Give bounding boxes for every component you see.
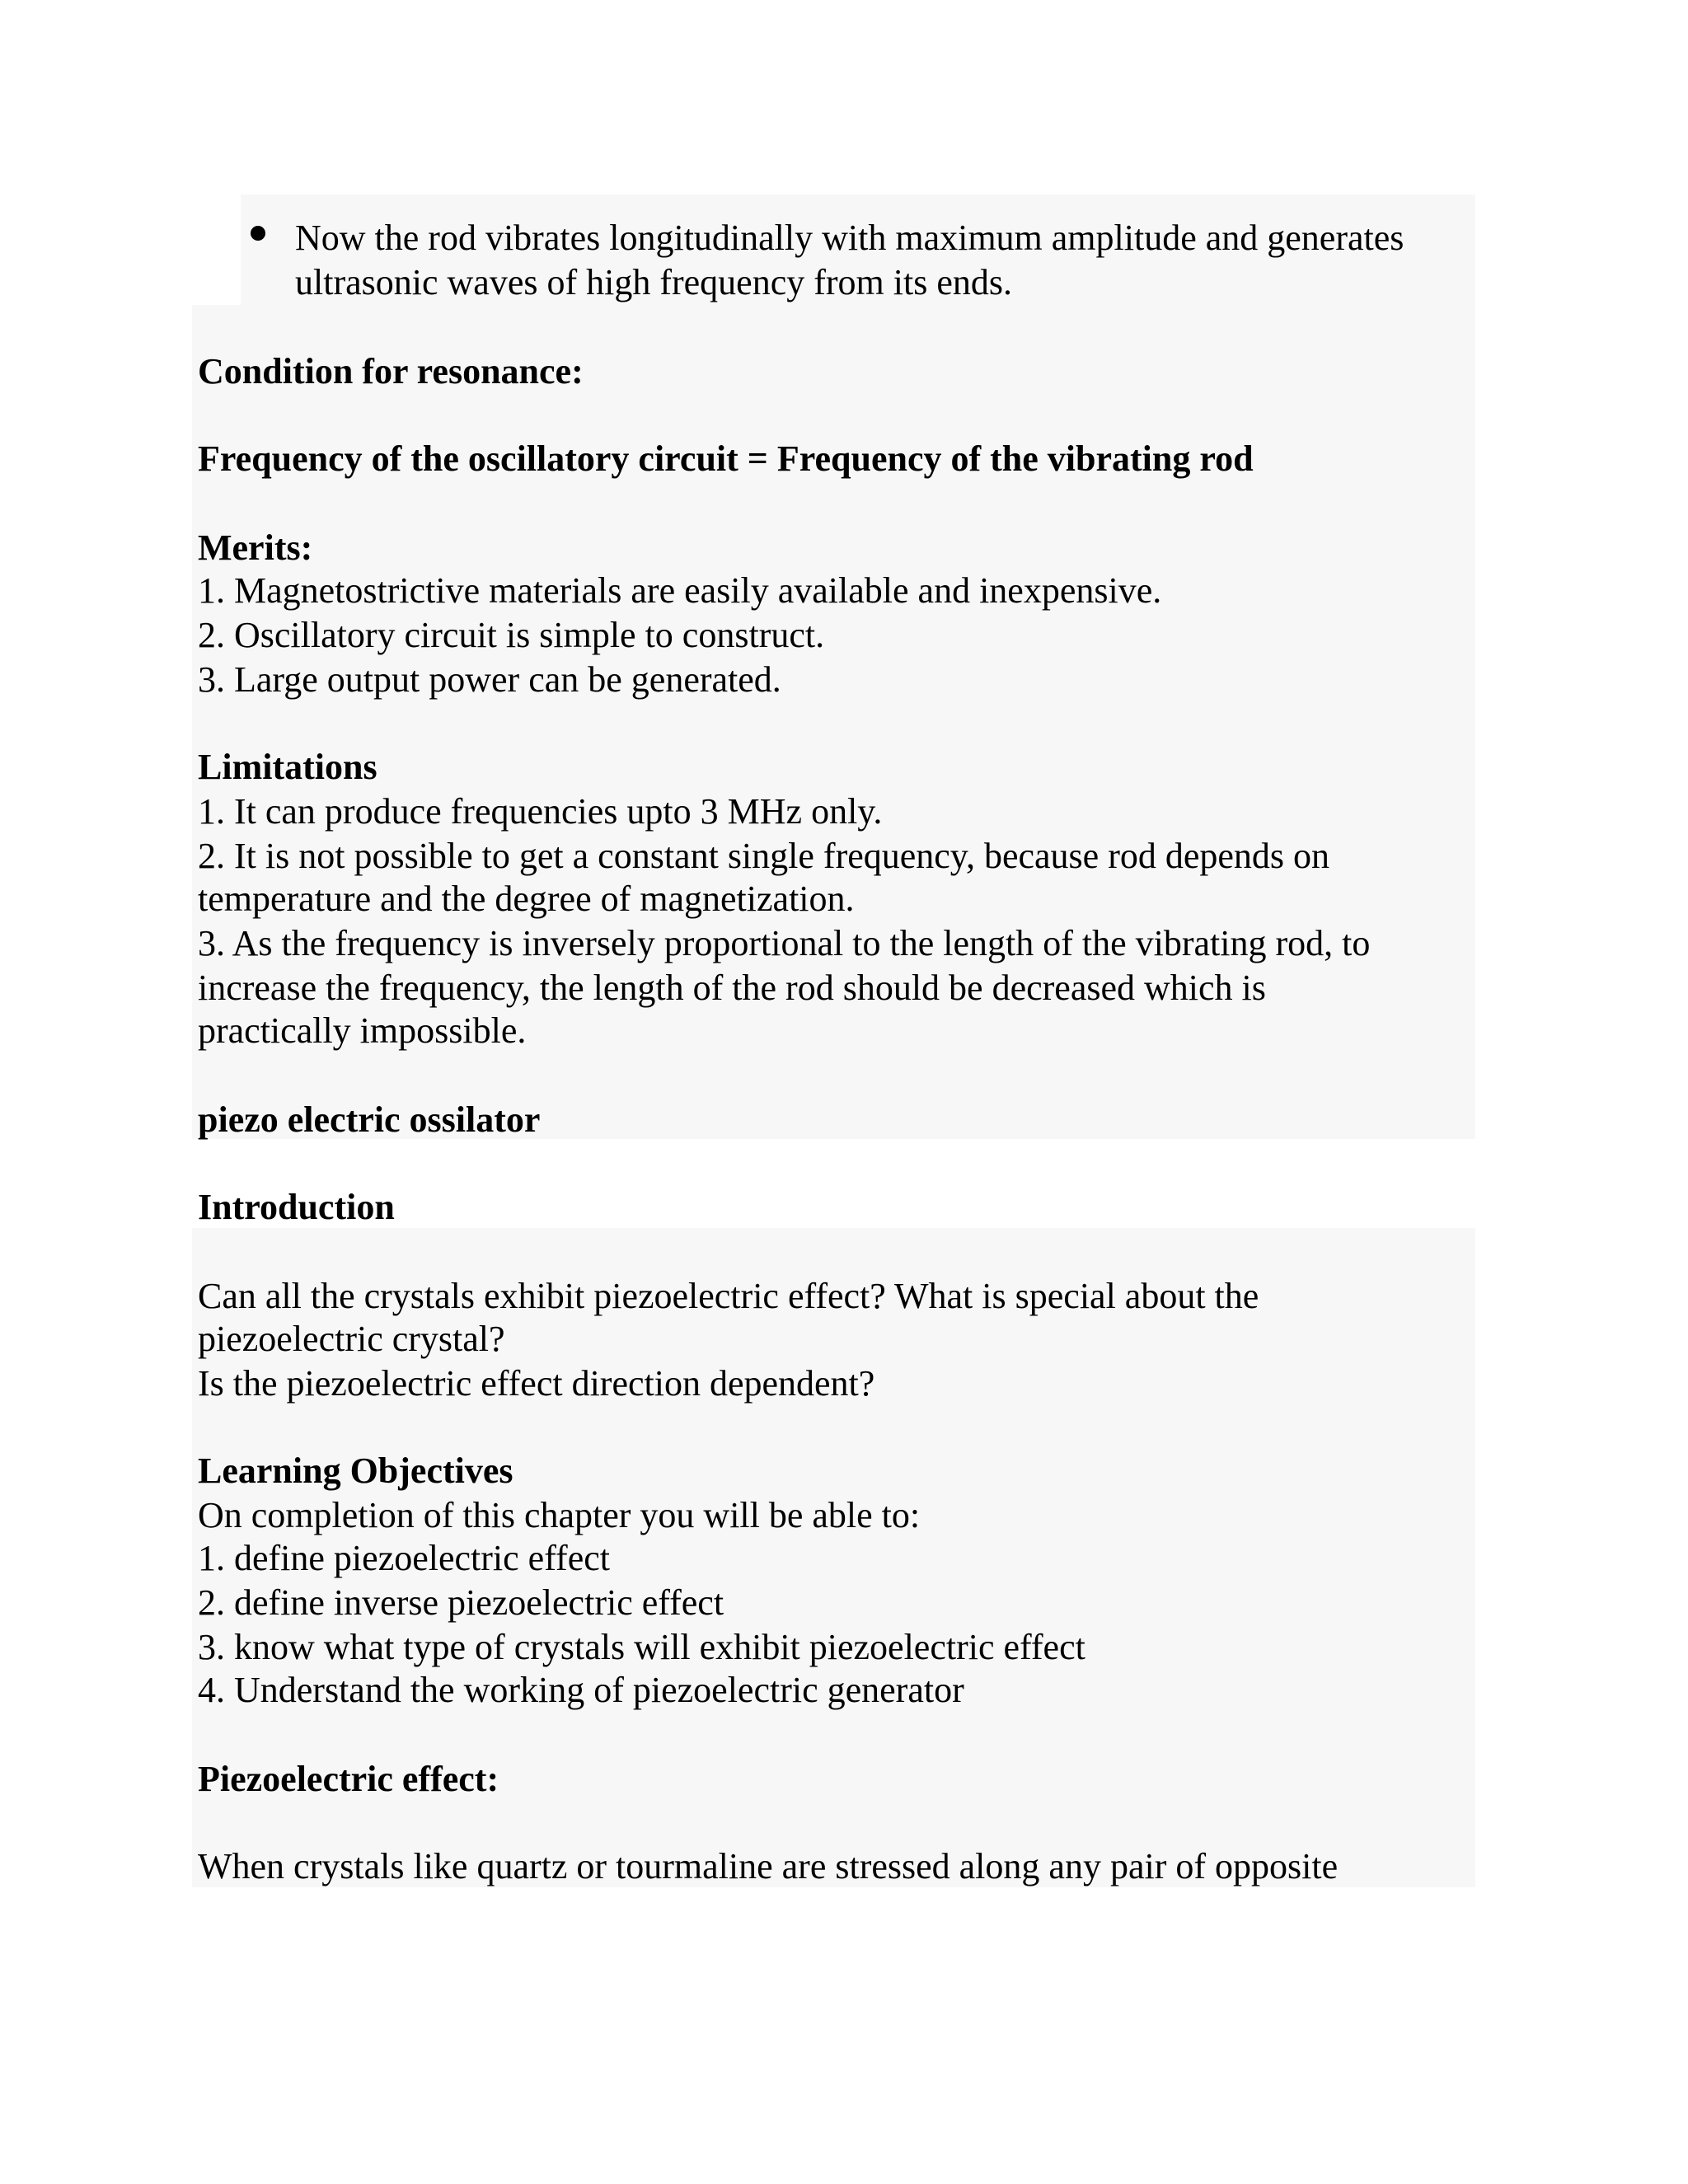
objective-line: 1. define piezoelectric effect <box>198 1538 610 1578</box>
piezo-effect-text: When crystals like quartz or tourmaline are stressed along any pair of opposite <box>198 1846 1339 1886</box>
bullet-icon <box>251 226 265 241</box>
limitations-heading: Limitations <box>198 747 377 787</box>
piezo-effect-heading: Piezoelectric effect: <box>198 1759 499 1799</box>
merit-item: 1. Magnetostrictive materials are easily available and inexpensive. <box>198 570 1162 611</box>
objective-line: 2. define inverse piezoelectric effect <box>198 1582 724 1623</box>
objectives-heading: Learning Objectives <box>198 1451 513 1491</box>
limitation-line: 3. As the frequency is inversely proportional to the length of the vibrating rod, to <box>198 923 1371 963</box>
objective-line: On completion of this chapter you will be able to: <box>198 1495 921 1535</box>
limitation-line: increase the frequency, the length of the rod should be decreased which is <box>198 968 1266 1008</box>
resonance-formula: Frequency of the oscillatory circuit = Frequency of the vibrating rod <box>198 438 1254 479</box>
limitation-line: 2. It is not possible to get a constant single frequency, because rod depends on <box>198 836 1330 876</box>
introduction-line: piezoelectric crystal? <box>198 1319 505 1359</box>
resonance-heading: Condition for resonance: <box>198 351 584 391</box>
merits-heading: Merits: <box>198 527 313 568</box>
introduction-line: Is the piezoelectric effect direction dependent? <box>198 1363 875 1404</box>
bullet-text-line-1: Now the rod vibrates longitudinally with maximum amplitude and generates <box>295 218 1404 258</box>
introduction-heading: Introduction <box>198 1187 395 1227</box>
bullet-text-line-2: ultrasonic waves of high frequency from its ends. <box>295 262 1012 302</box>
limitation-line: temperature and the degree of magnetization. <box>198 879 855 919</box>
limitation-line: 1. It can produce frequencies upto 3 MHz only. <box>198 791 883 832</box>
introduction-line: Can all the crystals exhibit piezoelectric effect? What is special about the <box>198 1276 1259 1316</box>
section-title-piezo-oscillator: piezo electric ossilator <box>198 1099 541 1140</box>
objective-line: 3. know what type of crystals will exhibit piezoelectric effect <box>198 1627 1085 1667</box>
objective-line: 4. Understand the working of piezoelectric generator <box>198 1670 964 1710</box>
limitation-line: practically impossible. <box>198 1010 527 1051</box>
merit-item: 2. Oscillatory circuit is simple to construct. <box>198 615 825 655</box>
merit-item: 3. Large output power can be generated. <box>198 659 781 700</box>
